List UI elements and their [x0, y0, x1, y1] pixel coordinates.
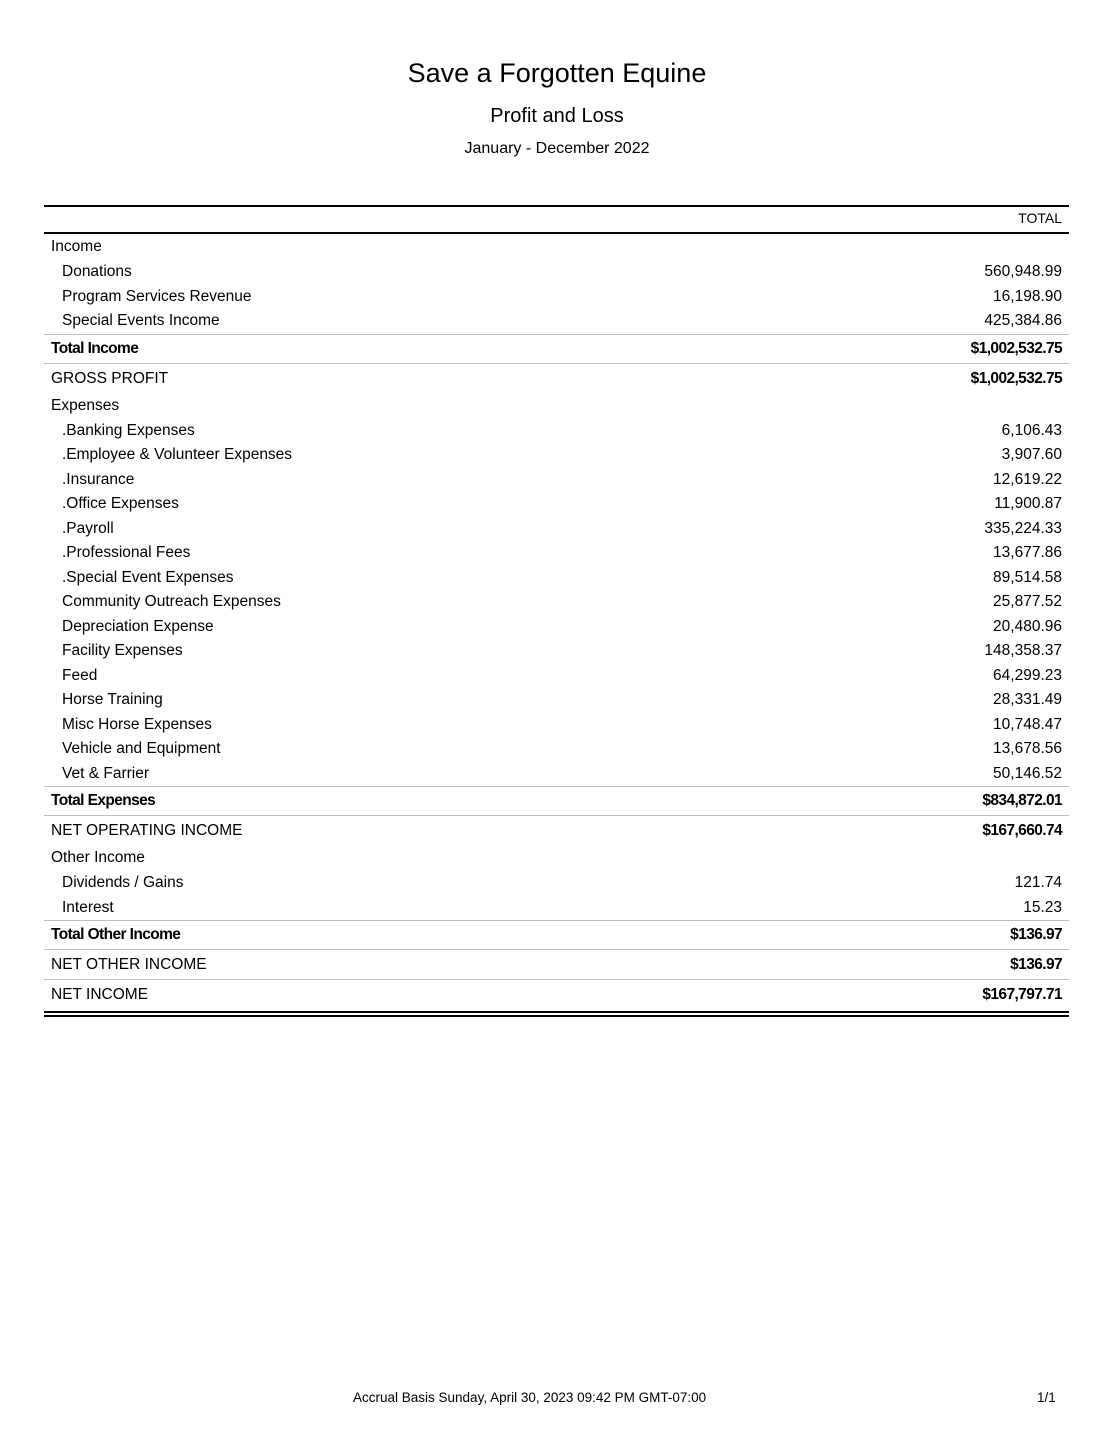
page-number: 1/1: [1037, 1390, 1056, 1405]
row-value: 13,677.86: [993, 544, 1062, 561]
row-label: .Insurance: [62, 470, 135, 488]
row-value: 121.74: [1014, 874, 1062, 891]
row-label: Donations: [62, 263, 132, 280]
section-heading-other-income: [44, 845, 1069, 871]
row-value: 6,106.43: [1001, 421, 1062, 439]
row-label: Special Events Income: [62, 312, 220, 329]
row-value: 13,678.56: [993, 740, 1062, 757]
row-value: $136.97: [1010, 926, 1062, 943]
company-name: Save a Forgotten Equine: [407, 58, 707, 88]
table-row: [44, 309, 1069, 334]
table-row: [44, 688, 1069, 713]
row-label: .Special Event Expenses: [62, 568, 234, 586]
gross-profit-row: [44, 363, 1069, 393]
row-value: 12,619.22: [993, 470, 1062, 488]
table-row: [44, 590, 1069, 615]
table-row: [44, 713, 1069, 738]
section-label: Other Income: [51, 849, 145, 866]
row-value: 64,299.23: [993, 666, 1062, 684]
row-value: 560,948.99: [984, 263, 1062, 280]
row-label: Total Other Income: [51, 926, 181, 943]
row-value: 10,748.47: [993, 715, 1062, 733]
report-basis-timestamp: Accrual Basis Sunday, April 30, 2023 09:42 PM GMT-07:00: [353, 1390, 707, 1405]
row-value: 25,877.52: [993, 593, 1062, 610]
total-other-income-row: [44, 920, 1069, 949]
net-other-income-row: [44, 949, 1069, 979]
section-label: Expenses: [51, 396, 120, 414]
profit-loss-table: [44, 205, 1069, 1017]
row-label: Misc Horse Expenses: [62, 715, 212, 733]
row-value: 50,146.52: [993, 764, 1062, 782]
row-value: 20,480.96: [993, 617, 1062, 635]
net-income-row: [44, 979, 1069, 1009]
row-value: 425,384.86: [984, 312, 1062, 329]
row-value: $167,660.74: [982, 822, 1062, 839]
table-row: [44, 737, 1069, 762]
row-label: GROSS PROFIT: [51, 369, 169, 387]
row-value: $1,002,532.75: [970, 339, 1062, 357]
row-label: NET INCOME: [51, 986, 149, 1003]
row-label: Horse Training: [62, 691, 163, 708]
row-label: .Office Expenses: [62, 495, 179, 512]
row-value: 15.23: [1023, 898, 1062, 916]
section-heading-income: [44, 234, 1069, 260]
row-value: 11,900.87: [994, 495, 1062, 512]
table-row: [44, 443, 1069, 468]
table-row: [44, 492, 1069, 517]
report-period: January - December 2022: [464, 140, 650, 157]
row-value: 3,907.60: [1001, 446, 1062, 463]
row-value: 89,514.58: [993, 568, 1062, 586]
row-label: Facility Expenses: [62, 642, 183, 659]
table-row: [44, 639, 1069, 664]
table-row: [44, 762, 1069, 787]
table-row: [44, 419, 1069, 444]
table-row: [44, 664, 1069, 689]
net-operating-income-row: [44, 815, 1069, 845]
section-label: Income: [51, 238, 102, 255]
row-value: 28,331.49: [993, 691, 1062, 708]
table-row: [44, 566, 1069, 591]
row-label: Total Expenses: [51, 792, 156, 809]
row-value: $1,002,532.75: [970, 369, 1062, 387]
total-expenses-row: [44, 786, 1069, 815]
total-income-row: [44, 334, 1069, 363]
double-underline-rule: [44, 1011, 1069, 1017]
row-value: 335,224.33: [984, 519, 1062, 537]
report-title: Profit and Loss: [490, 105, 624, 127]
row-label: Program Services Revenue: [62, 287, 252, 305]
table-row: [44, 285, 1069, 310]
row-label: .Payroll: [62, 519, 114, 537]
row-value: 148,358.37: [984, 642, 1062, 659]
row-label: .Banking Expenses: [62, 421, 195, 439]
row-label: .Professional Fees: [62, 544, 191, 561]
table-row: [44, 871, 1069, 896]
section-heading-expenses: [44, 393, 1069, 419]
row-label: Dividends / Gains: [62, 874, 184, 891]
row-label: Vehicle and Equipment: [62, 740, 221, 757]
row-label: NET OPERATING INCOME: [51, 822, 243, 839]
column-header-row: [44, 207, 1069, 234]
row-label: NET OTHER INCOME: [51, 956, 207, 973]
row-label: Community Outreach Expenses: [62, 593, 281, 610]
table-row: [44, 468, 1069, 493]
row-value: 16,198.90: [993, 287, 1062, 305]
row-label: Feed: [62, 666, 98, 684]
table-row: [44, 541, 1069, 566]
row-label: Total Income: [51, 339, 139, 357]
row-label: Vet & Farrier: [62, 764, 149, 782]
table-row: [44, 615, 1069, 640]
table-row: [44, 260, 1069, 285]
row-value: $834,872.01: [982, 792, 1062, 809]
table-row: [44, 517, 1069, 542]
table-row: [44, 896, 1069, 921]
row-label: .Employee & Volunteer Expenses: [62, 446, 293, 463]
row-value: $167,797.71: [982, 986, 1062, 1003]
row-label: Interest: [62, 898, 114, 916]
column-header-total: TOTAL: [1018, 210, 1062, 226]
row-value: $136.97: [1010, 956, 1062, 973]
row-label: Depreciation Expense: [62, 617, 214, 635]
